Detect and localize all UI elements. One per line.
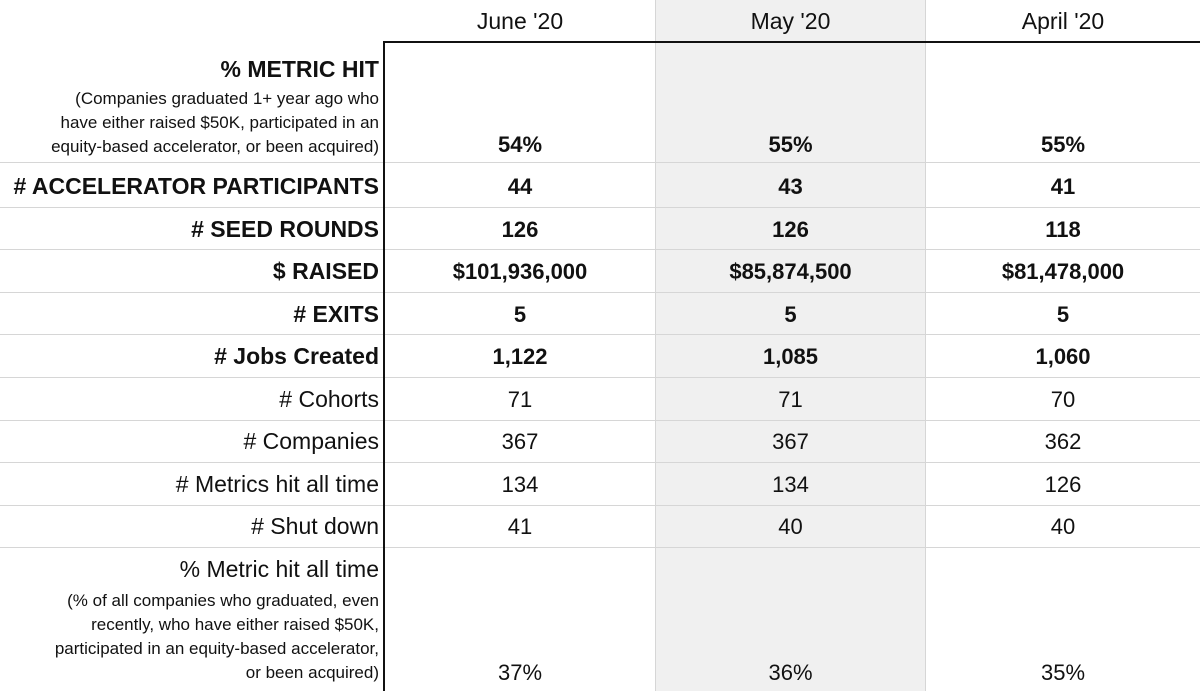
cell-value: 1,060 <box>1035 344 1091 369</box>
cell-value: 44 <box>507 174 533 199</box>
cell-value: 118 <box>1045 217 1081 242</box>
cell-value: 362 <box>1044 429 1082 454</box>
column-header-may: May '20 <box>750 7 831 34</box>
cell-value: $101,936,000 <box>452 259 588 284</box>
cell-value: 41 <box>1050 174 1076 199</box>
cell-value: 55% <box>768 132 813 157</box>
cell-value: 40 <box>778 514 803 539</box>
column-header-june: June '20 <box>476 7 564 34</box>
cell-value: $85,874,500 <box>729 259 852 284</box>
gridline-horizontal <box>0 249 1200 250</box>
cell-value: 5 <box>1056 302 1070 327</box>
cell-value: 43 <box>778 174 803 199</box>
gridline-horizontal <box>0 420 1200 421</box>
row-note-line: (% of all companies who graduated, even <box>67 591 379 610</box>
row-note-line: equity-based accelerator, or been acquired) <box>51 137 379 156</box>
row-note-line: (Companies graduated 1+ year ago who <box>75 89 379 108</box>
gridline-horizontal <box>0 162 1200 163</box>
cell-value: 37% <box>497 660 543 685</box>
column-header-april: April '20 <box>1021 7 1105 34</box>
cell-value: 126 <box>1044 472 1082 497</box>
cell-value: 134 <box>772 472 809 497</box>
cell-value: 5 <box>784 302 797 327</box>
row-label-metrics-hit-all-time: # Metrics hit all time <box>175 471 379 497</box>
cell-value: 70 <box>1050 387 1076 412</box>
gridline-horizontal <box>0 292 1200 293</box>
gridline-horizontal <box>0 547 1200 548</box>
row-note-line: recently, who have either raised $50K, <box>91 615 379 634</box>
cell-value: 126 <box>772 217 809 242</box>
cell-value: 367 <box>501 429 539 454</box>
cell-value: 55% <box>1040 132 1086 157</box>
cell-value: 36% <box>768 660 813 685</box>
gridline-horizontal <box>0 462 1200 463</box>
cell-value: 35% <box>1040 660 1086 685</box>
cell-value: 71 <box>778 387 803 412</box>
cell-value: 367 <box>772 429 809 454</box>
row-note-line: participated in an equity-based accelerator, <box>54 639 379 658</box>
cell-value: 71 <box>507 387 533 412</box>
gridline-horizontal <box>0 207 1200 208</box>
cell-value: 126 <box>501 217 539 242</box>
cell-value: 54% <box>497 132 543 157</box>
row-note-line: or been acquired) <box>245 663 379 682</box>
cell-value: 40 <box>1050 514 1076 539</box>
row-label-metric-hit-all-time-pct: % Metric hit all time <box>179 556 379 582</box>
cell-value: 134 <box>501 472 539 497</box>
gridline-horizontal <box>0 334 1200 335</box>
row-label-companies: # Companies <box>243 428 379 454</box>
gridline-horizontal <box>0 505 1200 506</box>
row-label-accelerator-participants: # ACCELERATOR PARTICIPANTS <box>13 173 379 199</box>
row-label-cohorts: # Cohorts <box>279 386 379 412</box>
row-note-line: have either raised $50K, participated in an <box>60 113 379 132</box>
gridline-horizontal <box>0 377 1200 378</box>
row-label-jobs-created: # Jobs Created <box>214 343 379 369</box>
cell-value: 1,122 <box>492 344 548 369</box>
row-label-metric-hit: % METRIC HIT <box>220 56 379 82</box>
cell-value: 5 <box>513 302 527 327</box>
cell-value: 1,085 <box>762 344 819 369</box>
cell-value: 41 <box>507 514 533 539</box>
row-label-exits: # EXITS <box>293 301 379 327</box>
row-label-seed-rounds: # SEED ROUNDS <box>191 216 379 242</box>
row-label-shut-down: # Shut down <box>251 513 379 539</box>
cell-value: $81,478,000 <box>1001 259 1125 284</box>
row-label-raised: $ RAISED <box>272 258 379 284</box>
